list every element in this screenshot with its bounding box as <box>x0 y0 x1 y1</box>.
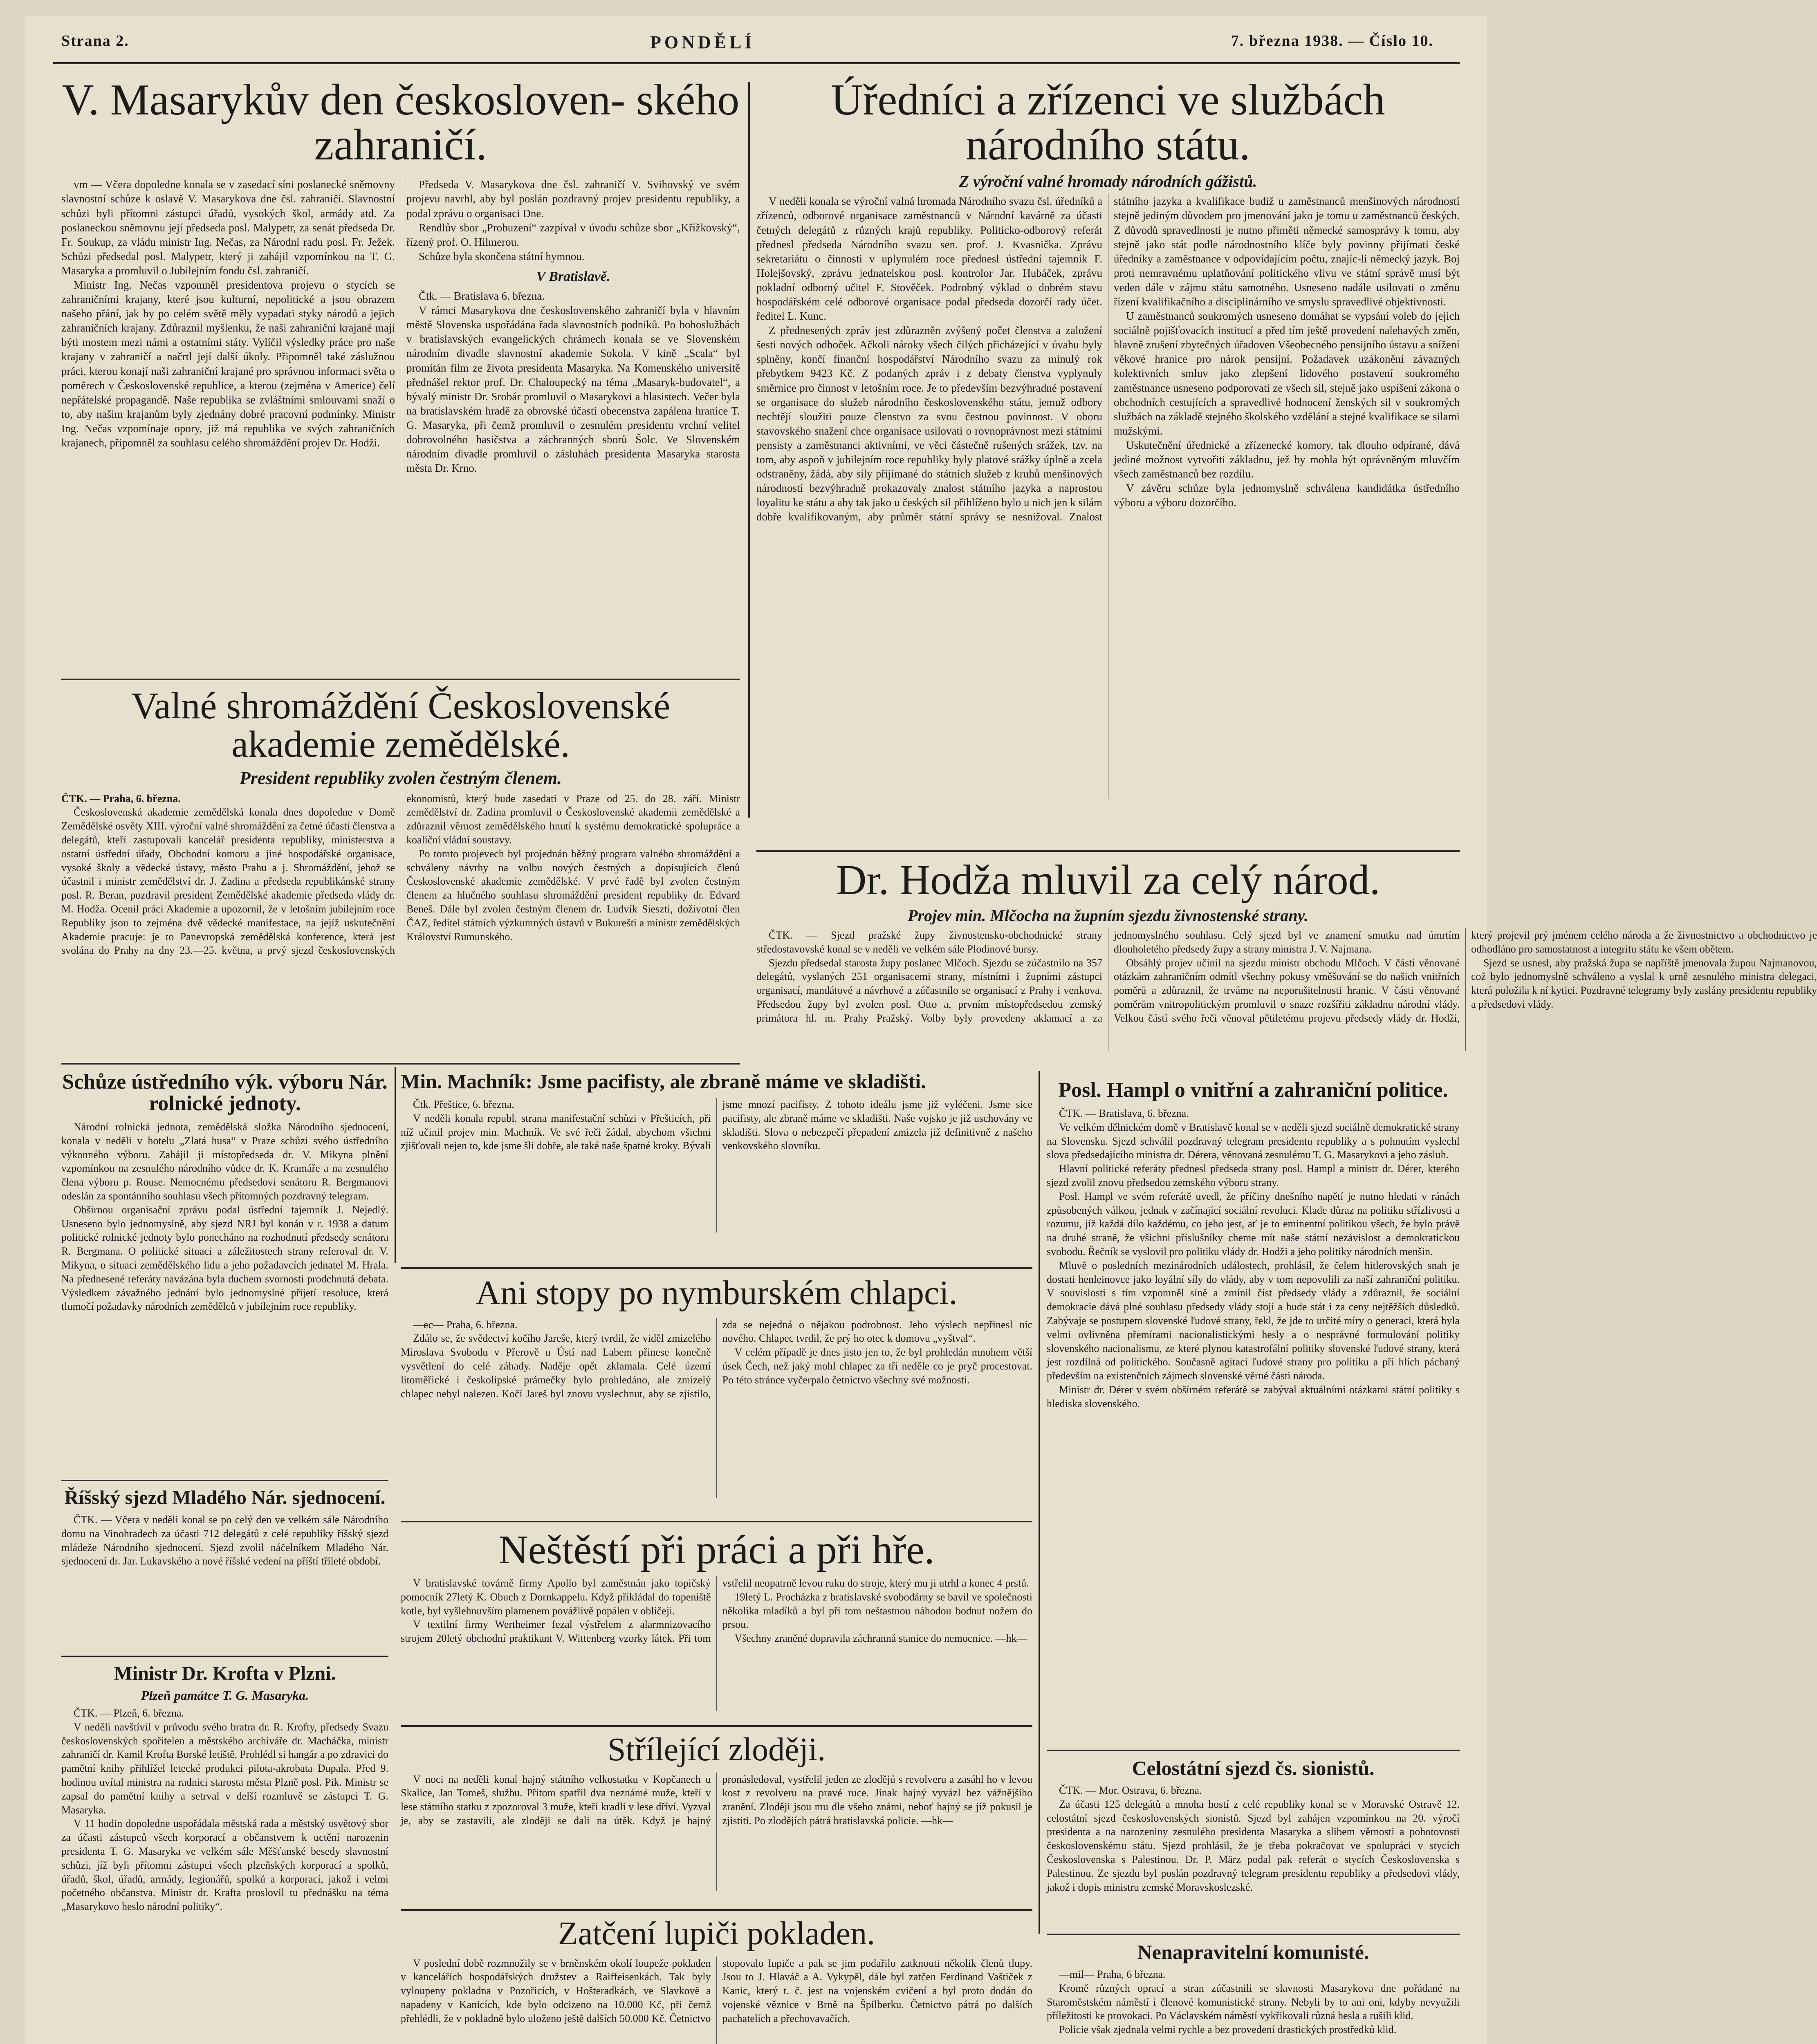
article-zionists <box>1047 1758 1460 1930</box>
paragraph: V neděli konala republ. strana manifestační schůzi v Přešticích, při níž učinil projev min. Machník. Ve své řeči žádal, abychom všichni zjišťovali nejen to, kde jsme šli dobře, ale také naše špatné kroky. Bývali jsme mnozí pacifisty. Z tohoto ideálu jsme již vyléčeni. Jsme sice pacifisty, ale zbraně máme ve skladišti. Naše vojsko je již uschovány ve skladišti. Slova o nebezpečí přepadení zmizela již definitivně z našeho venkovského slovníku. <box>401 1098 1032 1152</box>
paragraph: Národní rolnická jednota, zemědělská složka Národního sjednocení, konala v neděli v hotelu „Zlatá husa“ v Praze schůzi svého ústředního výkonného výboru. Zahájil ji místopředseda dr. V. Mikyna plnění vzpomínkou na zesnulého národního vůdce dr. K. Kramáře a na zesnulého člena výboru p. Rouse. Nemocnému předsedovi senátoru R. Bergmanovi odeslán za spontánního souhlasu všech přítomných pozdravný telegram. <box>61 1121 388 1202</box>
paragraph: V textilní firmy Wertheimer fezal výstřelem z alarmnizovacího strojem 20letý obchodní praktikant V. Wittenberg vzorky látek. Při tom vstřelil neopatrně levou ruku do stroje, který mu ji utrhl a konec 4 prstů. <box>401 1577 1029 1645</box>
paragraph: ČTK. — Včera v neděli konal se po celý den ve velkém sále Národního domu na Vinohradech za účasti 712 delegátů z celé republiky říšský sjezd mládeže Národního sjednocení. Sjezd zvolil náčelníkem Mladého Nár. sjednocení dr. Jar. Lukavského a nové říšské vedení na příští tříleté období. <box>61 1513 388 1567</box>
weekday: PONDĚLÍ <box>650 32 755 52</box>
headline: Valné shromáždění Československé akademie zemědělské. <box>131 685 671 765</box>
paragraph: Obširnou organisační zprávu podal ústřední tajemník J. Nejedlý. Usneseno bylo jednomyslně, aby sjezd NRJ byl konán v r. 1938 a datum politické rolnické jednoty bylo ponecháno na rozhodnutí předsedy senátora R. Bergmana. O politické situaci a záležitostech strany referoval dr. V. Mikyna, o situaci zemědělského lidu a jeho požadavcích jednatel M. Hrala. Na přednesené referáty navázána byla duchem svornosti prodchnutá debata. Výsledkem závažného jednání bylo jednomyslné přijetí resoluce, která tlumočí požadavky národních zemědělců v jubilejním roce republiky. <box>61 1204 388 1313</box>
article-youth-congress <box>61 1488 388 1652</box>
paragraph: V 11 hodin dopoledne uspořádala městská rada a městský osvětový sbor za účasti zástupců všech korporací a občanstvem k uctění narozenin presidenta T. G. Masaryka ve velkém sále Měšťanské besedy slavnostní schůzi, jíž byli přítomni zástupci všech plzeňských korporací a spolků, úřadů, škol, úřadů, armády, legionářů, spolků a korporací, jakož i velmi početného občanstva. Ministr dr. Krafta proslovil tu přednášku na téma „Masarykovo heslo národní politiky“. <box>61 1818 388 1913</box>
dateline: ČTK. — Mor. Ostrava, 6. března. <box>1059 1784 1202 1796</box>
paragraph: V závěru schůze byla jednomyslně schválena kandidátka ústředního výboru a výboru dozorčího. <box>1114 482 1460 509</box>
paragraph: Zdálo se, že svědectví kočího Jareše, který tvrdil, že viděl zmizelého Miroslava Svobodu v Přerově u Ústí nad Labem přinese konečně vysvětlení do celé záhady. Naděje opět zklamala. Celé území litoměřické i českolipské prámečky bylo prohledáno, ale zmizelý chlapec nebyl nalezen. Kočí Jareš byl znovu vyslechnut, aby se zjistilo, zda se nejedná o nějakou podrobnost. Jeho výslech nepřinesl nic nového. Chlapec tvrdil, že prý ho otec k domovu „vyštval“. <box>401 1318 1032 1400</box>
paragraph: V poslední době rozmnožily se v brněnském okolí loupeže pokladen v kancelářích hospodářských družstev a Raiffeisenkách. Tak byly vyloupeny pokladna v Pozořicích, v Hošteradkách, ve Slavkově a napadeny v Kanicích, kde bylo odcizeno na 10.000 Kč, při čemž přehlédli, že v pokladně bylo uloženo ještě dalších 50.000 Kč. Četnictvo stopovalo lupiče a pak se jim podařilo zatknouti několik členů tlupy. Jsou to J. Hlaváč a A. Vykypěl, dále byl zatčen Ferdinand Vaštiček z Kanic, který t. č. jest na vojenském cvičení a byl proto dodán do vojenské věznice v Brně na Špilberku. Četnictvo pátrá po dalších pachatelích a přechovavačích. <box>401 1957 1032 2024</box>
article-nymburk-boy <box>401 1275 1032 1513</box>
article-shooting-thieves <box>401 1733 1032 1905</box>
article-agriculture-academy <box>61 687 740 1055</box>
paragraph: Mluvě o posledních mezinárodních událostech, prohlásil, že čelem hitlerovských snah je dostati henleinovce jako loyální síly do vlády, aby v tom nepovolili za naší zahraniční politiku. V souvislosti s tím vzpomněl síně a zmínil číst předsedy vlády a zdůraznil, že sociální demokracie dává plné souhlasu předsedy vlády stojí a bude stát i za ceny nejtěžších důsledků. Zabývaje se postupem slovenské ľudové strany, řekl, že jde to určité míry o generaci, která byla velmi ovlivněna přemírami nacionalistickými hesly a o nesprávné formulování politiky slovenského nacionalismu, ze které plynou katastrofální politiky slovenské ľudové strany, která jest rozdílná od politického. Současně agitaci ľudové strany pro politiku a při hlích páchaný především na existenčních zájmech slovenské věrné části národa. <box>1047 1259 1460 1382</box>
paragraph: Kromě různých oprací a stran zúčastnili se slavnosti Masarykova dne pořádané na Staroměstském náměstí i členové komunistické strany. Nebyli by to ani oni, kdyby nevyužili příležitosti ke provokaci. Po Václavském náměstí vykřikovali různá hesla a rušili klid. <box>1047 1982 1460 2022</box>
paragraph: Ve velkém dělnickém domě v Bratislavě konal se v neděli sjezd sociálně demokratické strany na Slovensku. Sjezd schválil pozdravný telegram presidentu republiky a s pohnutím vyslechl slova předsedajícího ministra dr. Dérera, věnovaná zesnulému T. G. Masarykovi a jeho zásluh. <box>1047 1121 1460 1161</box>
paragraph: Všechny zraněné dopravila záchranná stanice do nemocnice. —hk— <box>734 1632 1027 1645</box>
paragraph: Schůze byla skončena státní hymnou. <box>419 250 585 262</box>
headline: Zatčení lupiči pokladen. <box>558 1916 875 1952</box>
subheadline: Z výroční valné hromady národních gážistů. <box>959 172 1257 191</box>
paragraph: V neděli navštívil v průvodu svého bratra dr. R. Krofty, předsedy Svazu československých spořitelen a městského archiváře dr. Macháčka, ministr zahraničí dr. Kamil Krofta Borské letiště. Prohlédl si hangár a po zdravici do pamětní knihy přihlížel letecké produkci pilota-akrobata Dupala. Před 9. hodinou uvítal ministra na radnici starosta města Plzně posl. Pik. Ministr se zapsal do pamětní knihy a setrval v delší rozmluvě se zástupci T. G. Masaryka. <box>61 1721 388 1816</box>
paragraph: Ministr dr. Dérer v svém obšírném referátě se zabýval aktuálními otázkami státní politiky s hlediska slovenského. <box>1047 1383 1460 1410</box>
headline: Ani stopy po nymburském chlapci. <box>476 1274 958 1312</box>
dateline: ČTK. — Sjezd pražské župy živnostensko-obchodnické strany středostavovské konal se v neděli ve velkém sále Plodinové bursy. <box>756 929 1102 955</box>
page-header <box>25 16 1487 59</box>
subheading: V Bratislavě. <box>536 269 610 284</box>
dateline: —ec— Praha, 6. března. <box>413 1318 518 1331</box>
newspaper-page <box>25 16 1817 2044</box>
paragraph: Rendlův sbor „Probuzení“ zazpíval v úvodu schůze sbor „Křížkovský“, řízený prof. O. Hilmerou. <box>406 221 740 248</box>
article-krofta <box>61 1664 388 2044</box>
paragraph: 19letý L. Procházka z bratislavské svobodárny se bavil ve společnosti několika mladíků a byl při tom neštastnou náhodou bodnut nožem do prsou. <box>722 1591 1032 1631</box>
paragraph: Ministr Ing. Nečas vzpomněl presidentova projevu o stycích se zahraničními krajany, které jsou kulturní, nepolitické a jsou obrazem našeho přání, jak by po celém světě měly vypadati styky národů a jejich zahraničních krajany. Zdůraznil myšlenku, že naši zahraniční krajané mají býti mostem mezi námi a ostatními státy. Vylíčil výsledky práce pro naše krajany v zahraničí a načrtl její další úkoly. Připomněl také záslužnou práci, kterou konají naši zahraniční krajané pro správnou informaci světa o poměrech v Československé republice, a kterou (zejména v Americe) čelí nepřátelské propagandě. Naše republika se zvláštními smlouvami snaží o to, aby našim krajanům byly zjednány dobré pracovní podmínky. Ministr Ing. Nečas vzpomínaje opory, již má republika ve svých zahraničních krajanech, připomněl za souhlasu celého shromáždění projev Dr. Hodži. <box>61 278 395 449</box>
paragraph: Po tomto projevech byl projednán běžný program valného shromáždění a schváleny návrhy na volbu nových čestných a dopisujících členů Československé akademie zemědělské. V prvé řadě byl zvolen čestným členem za hlučného souhlasu shromáždění president republiky dr. Edvard Beneš. Dále byl zvolen čestným členem dr. Ludvík Sieszti, doživotní člen ČAZ, ředitel státních výzkumných ústavů v Bukurešti a ministr zemědělských Království Rumunského. <box>406 847 740 943</box>
paragraph: Z přednesených zpráv jest zdůrazněn zvýšený počet členstva a založení šesti nových odboček. Ačkoli nároky všech čilých přicházející v úvahu byly splněny, končí finanční hospodářství Národního svazu za minulý rok přebytkem 9423 Kč. Z podaných zpráv i z debaty členstva vyplynuly směrnice pro činnost v letošním roce. Je to především bezvýhradné postavení se organisace do služeb národního československého státu, jemuž odbory nechtějí sloužiti pouze členstvo za svou čestnou povinnost. V oboru stavovského snažení chce organisace usilovati o rovnoprávnost mezi státními pensisty a zaměstnanci aktivními, ve věci částečně rušených srážek, tzv. na tom, aby aspoň v jubilejním roce republiky byly platové srážky úplně a zcela odstraněny, žádá, aby síly přijímané do státních služeb z kruhů menšinových národností bezvýhradně prokazovaly znalost státního jazyka a naprostou loyalitu ke státu a aby tak jako u českých sil přihlíženo bylo u nich jen k silám dobře kvalifikovaným, aby průměr státní správy se nesnižoval. Znalost státního jazyka a kvalifikace budiž u zaměstnanců menšinových národností stejně jediným důvodem pro jmenování jako je tomu u zaměstnanců českých. Z důvodů spravedlnosti je nutno přiměti německé samosprávy k tomu, aby stejně jako stát podle národnostního klíče byly povinny přijímati české úředníky a zaměstnance v odpovídajícím počtu, znajíc-li německý jazyk. Boj proti nemravnému uplatňování politického vlivu ve státní správě musí být veden dále v zájmu státu samotného. Usneseno nadále usilovati o změnu řízení kvalifikačního a disciplinárního ve smyslu spravedlivé objektivnosti. <box>756 195 1460 523</box>
headline: Min. Machník: Jsme pacifisty, ale zbraně máme ve skladišti. <box>401 1070 926 1093</box>
headline: Říšský sjezd Mladého Nár. sjednocení. <box>64 1487 386 1508</box>
paragraph: vm — Včera dopoledne konala se v zasedací síni poslanecké sněmovny slavnostní schůze k oslavě V. Masarykova dne čsl. zahraničí. Slavnostní schůzi byli přítomni zástupci úřadů, vysokých škol, armády atd. Za poslaneckou sněmovnu její předseda posl. Malypetr, za senát předseda Dr. Fr. Soukup, za vládu ministr Ing. Nečas, za Národní radu posl. Fr. Ježek. Schůzi předsedal posl. Malypetr, který ji zahájil vzpomínkou na T. G. Masaryka a promluvil o Jubilejním fondu čsl. zahraničí. <box>61 178 395 277</box>
article-accidents <box>401 1529 1032 1721</box>
page-number: Strana 2. <box>61 32 129 49</box>
headline: Posl. Hampl o vnitřní a zahraniční politice. <box>1058 1078 1448 1102</box>
headline: Ministr Dr. Krofta v Plzni. <box>114 1663 336 1684</box>
paragraph: Za účasti 125 delegátů a mnoha hostí z celé republiky konal se v Moravské Ostravě 12. celostátní sjezd československých sionistů. Sjezd byl zahájen vzpomínkou na 20. výročí presidenta a na narozeniny zesnulého presidenta Masaryka a slibem věrnosti a pohotovosti československému státu. Sjezd prohlásil, že je třeba pokračovat ve spolupráci v stycích Československa s Palestinou. Dr. P. März podal pak referát o stycích Československa s Palestinou. Ze sjezdu byl poslán pozdravný telegram presidentu republiky a předsedovi vlády, jakož i dopis ministru zemské Moravskoslezské. <box>1047 1798 1460 1893</box>
dateline: Čtk. — Bratislava 6. března. <box>419 290 545 303</box>
headline: Celostátní sjezd čs. sionistů. <box>1132 1757 1375 1780</box>
headline: V. Masarykův den českosloven- ského zahraničí. <box>62 76 740 170</box>
subheadline: President republiky zvolen čestným členem. <box>239 768 562 788</box>
paragraph: Předseda V. Masarykova dne čsl. zahraničí V. Svihovský ve svém projevu navrhl, aby byl poslán pozdravný projev presidentu republiky, a podal zprávu o organisaci Dne. <box>406 178 740 220</box>
paragraph: Sjezdu předsedal starosta župy poslanec Mlčoch. Sjezdu se zúčastnilo na 357 delegátů, vyslaných 251 organisacemi strany, místními i župními zástupci organisací, mandátové a návrhové a zúčastnilo se organisací z Prahy i venkova. Předsedou župy byl zvolen posl. Otto a, prvním místopředsedou zemský primátora hl. m. Prahy Pražský. Volby byly provedeny aklamací a za jednomyslného souhlasu. Celý sjezd byl ve znamení smutku nad úmrtím dlouholetého předsedy župy a strany ministra J. V. Najmana. <box>756 929 1460 1024</box>
subheadline: Plzeň památce T. G. Masaryka. <box>141 1688 309 1703</box>
subheadline: Projev min. Mlčocha na župním sjezdu živnostenské strany. <box>908 906 1308 925</box>
issue-date: 7. března 1938. — Číslo 10. <box>1231 32 1433 49</box>
paragraph: V neděli konala se výroční valná hromada Národního svazu čsl. úředníků a zřízenců, odborové organisace zaměstnanců v Národní kavárně za účasti četných delegátů z různých krajů republiky. Politicko-odborový referát přednesl předseda Národního svazu sen. prof. J. Kvasnička. Zprávu sekretariátu o činnosti v uplynulém roce přednesl ústřední tajemník F. Holejšovský, zprávu jednatelskou posl. kontrolor Jar. Hubáček, zprávu pokladní odborný učitel F. Stověček. Podrobný výklad o dobrém stavu hospodářském celé odborové organisace podal předseda dozorčí rady účet. ředitel L. Kunc. <box>756 195 1102 323</box>
article-masaryk-day <box>61 78 740 675</box>
article-safe-robbers <box>401 1917 1032 2044</box>
paragraph: V celém případě je dnes jisto jen to, že byl prohledán mnohem větší úsek Čech, než jaký mohl chlapec za tři neděle co je pryč procestovat. Po této stránce vyčerpalo četnictvo všechny své možnosti. <box>722 1346 1032 1386</box>
paragraph: Obsáhlý projev učinil na sjezdu ministr obchodu Mlčoch. V části věnované otázkám zahraničním odmítl všechny pokusy vměšování se do našich vnitřních poměrů a zdůraznil, že trváme na neporušitelnosti hranic. V části věnované poměrům vnitropolitickým promluvil o snaze rozšířiti základnu národní vlády. Velkou částí svého řeči věnoval pětiletému projevu předsedy vlády dr. Hodži, který projevil prý jménem celého národa a že živnostnictvo a obchodnictvo je odhodláno pro samostatnost a integritu státu ke všem obětem. <box>1114 929 1817 1024</box>
article-civil-servants <box>756 78 1460 846</box>
dateline: Čtk. Přeštice, 6. března. <box>413 1098 514 1110</box>
article-farmers-union <box>61 1071 388 1476</box>
paragraph: Policie však zjednala velmi rychle a bez provedení drastických prostředků klid. <box>1059 2024 1397 2036</box>
paragraph: V rámci Masarykova dne československého zahraničí byla v hlavním městě Slovenska uspořádána řada slavnostních podniků. Po bohoslužbách v bratislavských evangelických chrámech konala se ve Slovenském národním divadle slavnostní akademie Sokola. V kině „Scala“ byl promítán film ze života presidenta Masaryka. Na Komenského universitě přednášel rektor prof. Dr. Chaloupecký na téma „Masaryk-budovatel“, a bývalý ministr Dr. Srobár promluvil o Masarykovi a hlasistech. Večer byla na bratislavském hradě za obrovské účasti obecenstva zapálena hranice T. G. Masaryka, při čemž promluvil o zesnulém presidentu vrchní velitel dobrovolného hasičstva a záchranných sborů Šolc. Ve Slovenském národním divadle promluvil o zásluhách presidenta Masaryka starosta města Dr. Krno. <box>406 304 740 475</box>
paragraph: Československá akademie zemědělská konala dnes dopoledne v Domě Zemědělské osvěty XIII. výroční valné shromáždění za četné účasti členstva a delegátů, kteří zastupovali kancelář presidenta republiky, ministerstva a ostatní ústřední úřady, Obchodní komoru a jiné hospodářské organisace, vysoké školy a vědecké ústavy, město Prahu a j. Shromáždění, jehož se účastnil i ministr zemědělství dr. J. Zadina a předseda republikánské strany posl. R. Beran, pozdravil president Zemědělské akademie předseda vlády dr. M. Hodža. Ocenil práci Akademie a upozornil, že v letošním jubilejním roce Republiky jsou to zejména dvě vědecké manifestace, na jejíž uskutečnění Akademie pracuje: je to Panevropská zemědělská konference, která jest svolána do Prahy na dny 23.—25. května, a prvý sjezd československých ekonomistů, který bude zasedati v Praze od 25. do 28. září. Ministr zemědělství dr. Zadina promluvil o Československé akademii zemědělské a zdůraznil věrnost zemědělského hnutí k systému demokratické spolupráce a koaliční vládní soustavy. <box>61 792 740 957</box>
dateline: —mil— Praha, 6 března. <box>1059 1968 1166 1980</box>
dateline: ČTK. — Plzeň, 6. března. <box>74 1707 184 1719</box>
headline: Schůze ústředního výk. výboru Nár. rolnické jednoty. <box>62 1070 388 1116</box>
headline: Nenapravitelní komunisté. <box>1137 1941 1369 1963</box>
paragraph: Posl. Hampl ve svém referátě uvedl, že příčiny dnešního napětí je nutno hledati v ránách způsobených válkou, jednak v začínající sociální revoluci. Klade důraz na politiku střízlivosti a rozumu, jíž každá dílo každému, co jeho jest, ať je to eminentní politikou všech, že bylo právě na druhé straně, že všichni příslušníky cheme mít naše státní nezávislost a demokratickou svobodu. Řečník se vyslovil pro politiku vlády dr. Hodži a jeho politiky národních menšin. <box>1047 1190 1460 1257</box>
headline: Neštěstí při práci a při hře. <box>498 1527 935 1572</box>
article-hampl <box>1047 1079 1460 1741</box>
paragraph: U zaměstnanců soukromých usneseno domáhat se vypsání voleb do jejich sociálně pojišťovacích institucí a před tím ještě provedení nalehavých změn, hlavně zrušení zbytečných úřadoven Všeobecného pensijního ústavu a snížení věkové hranice pro nárok pensijní. Požadavek uzákonění závazných kolektivních smluv jako zlepšení lidového postavení soukromého zaměstnance usneseno podporovati ze všech sil, stejně jako uspíšení zákona o obchodních cestujících a spravedlivé hodnocení ženských sil v soukromých službách na základě stejného školského vzdělání a stejné kvalifikace se silami mužskými. <box>1114 310 1460 437</box>
headline: Střílející zloději. <box>607 1732 826 1768</box>
article-machnik <box>401 1071 1032 1259</box>
paragraph: Sjezd se usnesl, aby pražská župa se napříště jmenovala župou Najmanovou, což bylo jednomyslně schváleno a vyslal k urně zesnulého ministra delegaci, která položila k ní kytici. Pozdravné telegramy byly zaslány presidentu republiky a předsedovi vlády. <box>1471 957 1817 1011</box>
headline: Dr. Hodža mluvil za celý národ. <box>836 856 1380 903</box>
paragraph: Hlavní politické referáty přednesl předseda strany posl. Hampl a ministr dr. Dérer, kterého sjezd zvolil znovu předsedou zemského výboru strany. <box>1047 1163 1460 1189</box>
paragraph: Uskutečnění úřednické a zřízenecké komory, tak dlouho odpírané, dává jediné možnost vytvořiti základnu, jež by mohla být oprávněným mluvčím všech zaměstnanců bez rozdílu. <box>1114 439 1460 480</box>
paragraph: V bratislavské továrně firmy Apollo byl zaměstnán jako topičský pomocník 27letý K. Obuch z Dornkappelu. Když přikládal do topeniště kotle, byl vyšlehnuvším plamenem povážlivě popálen v obličeji. <box>401 1577 711 1617</box>
article-communists <box>1047 1942 1460 2044</box>
article-hodza <box>756 856 1817 1071</box>
dateline: ČTK. — Bratislava, 6. března. <box>1059 1107 1189 1120</box>
headline: Úředníci a zřízenci ve službách národního státu. <box>831 76 1385 170</box>
dateline: ČTK. — Praha, 6. března. <box>61 792 181 805</box>
paragraph: V noci na neděli konal hajný státního velkostatku v Kopčanech u Skalice, Jan Tomeš, službu. Přitom spatřil dva neznámé muže, kteří v lese státního statku z zpozoroval 3 muže, kteří kradli v lese dříví. Vyzval je, aby se zastavili, ale zloději se dali na útěk. Když je hajný pronásledoval, vystřelil jeden ze zlodějů s revolveru a zasáhl ho v levou kost z revolveru na pravé ruce. Jinak hajný vyvázl bez vážnějšího zranění. Zloději jsou mu dle všeho známi, neboť hajný se jíž pokusil je zjistiti. Po zlodějích pátrá bratislavská policie. —hk— <box>401 1773 1032 1827</box>
